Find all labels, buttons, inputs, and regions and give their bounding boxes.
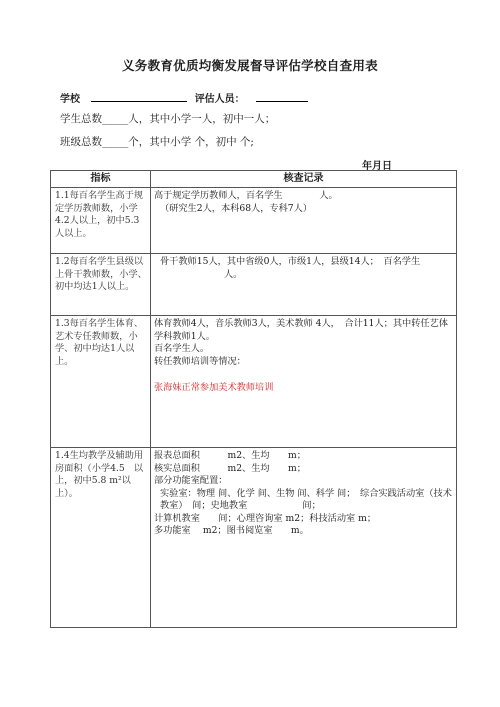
school-line bbox=[60, 90, 308, 105]
record-line: 部分功能室配置： bbox=[154, 475, 228, 486]
header-indicator: 指标 bbox=[51, 171, 151, 188]
record-line: 百名学生人。 bbox=[154, 343, 210, 354]
record-line: 转任教师培训等情况： bbox=[154, 355, 246, 367]
evaluator-label: 评估人员： bbox=[194, 94, 245, 105]
record-line: 高于规定学历教师人，百名学生 人。 bbox=[154, 190, 338, 201]
indicator-cell: 1.4生均教学及辅助用房面积（小学4.5 以上，初中5.8 m²以上）。 bbox=[51, 448, 151, 628]
table-row bbox=[51, 316, 457, 448]
record-line: 体育教师4人，音乐教师3人，美术教师 4人， 合计11人；其中转任艺体学科教师1人。 bbox=[154, 318, 448, 342]
check-table bbox=[50, 170, 457, 628]
record-cell[interactable] bbox=[151, 188, 457, 254]
record-line: 计算机教室 间；心理咨询室 m2；科技活动室 m； bbox=[154, 512, 377, 524]
school-label: 学校 bbox=[60, 94, 80, 105]
record-line: 核实总面积 m2、生均 m； bbox=[154, 462, 306, 474]
training-note: 张海妹正常参加美术教师培训 bbox=[154, 382, 274, 393]
indicator-cell: 1.3每百名学生体育、艺术专任教师数，小学、初中均达1人以上。 bbox=[51, 316, 151, 448]
students-line: 学生总数_____人，其中小学一人，初中一人； bbox=[60, 113, 276, 125]
table-row bbox=[51, 188, 457, 254]
record-line: （研究生2人，本科68人，专科7人） bbox=[160, 202, 313, 214]
record-cell[interactable] bbox=[151, 316, 457, 448]
classes-line: 班级总数_____个，其中小学 个，初中 个; bbox=[60, 136, 254, 148]
record-line: 实验室：物理 间、化学 间、生物 间、科学 间； 综合实践活动室（技术教室） 间；史地教室 间； bbox=[160, 487, 452, 511]
table-row bbox=[51, 254, 457, 316]
record-line: 人。 bbox=[224, 268, 243, 280]
table-row bbox=[51, 448, 457, 628]
table-header-row bbox=[51, 171, 457, 188]
header-record: 核查记录 bbox=[151, 171, 457, 188]
record-cell[interactable] bbox=[151, 254, 457, 316]
evaluator-blank[interactable] bbox=[256, 90, 308, 102]
school-blank[interactable] bbox=[91, 90, 187, 102]
record-line: 骨干教师15人，其中省级0人，市级1人，县级14人； 百名学生 bbox=[160, 256, 421, 267]
record-cell[interactable] bbox=[151, 448, 457, 628]
indicator-cell: 1.1每百名学生高于规定学历教师数，小学4.2人以上，初中5.3人以上。 bbox=[51, 188, 151, 254]
document-title: 义务教育优质均衡发展督导评估学校自查用表 bbox=[121, 58, 378, 73]
date-label: 年月日 bbox=[362, 161, 392, 172]
record-line: 报表总面积 m2、生均 m； bbox=[154, 450, 306, 461]
record-line: 多功能室 m2；图书阅览室 m。 bbox=[154, 525, 309, 536]
indicator-cell: 1.2每百名学生县级以上骨干教师数，小学、初中均达1人以上。 bbox=[51, 254, 151, 316]
